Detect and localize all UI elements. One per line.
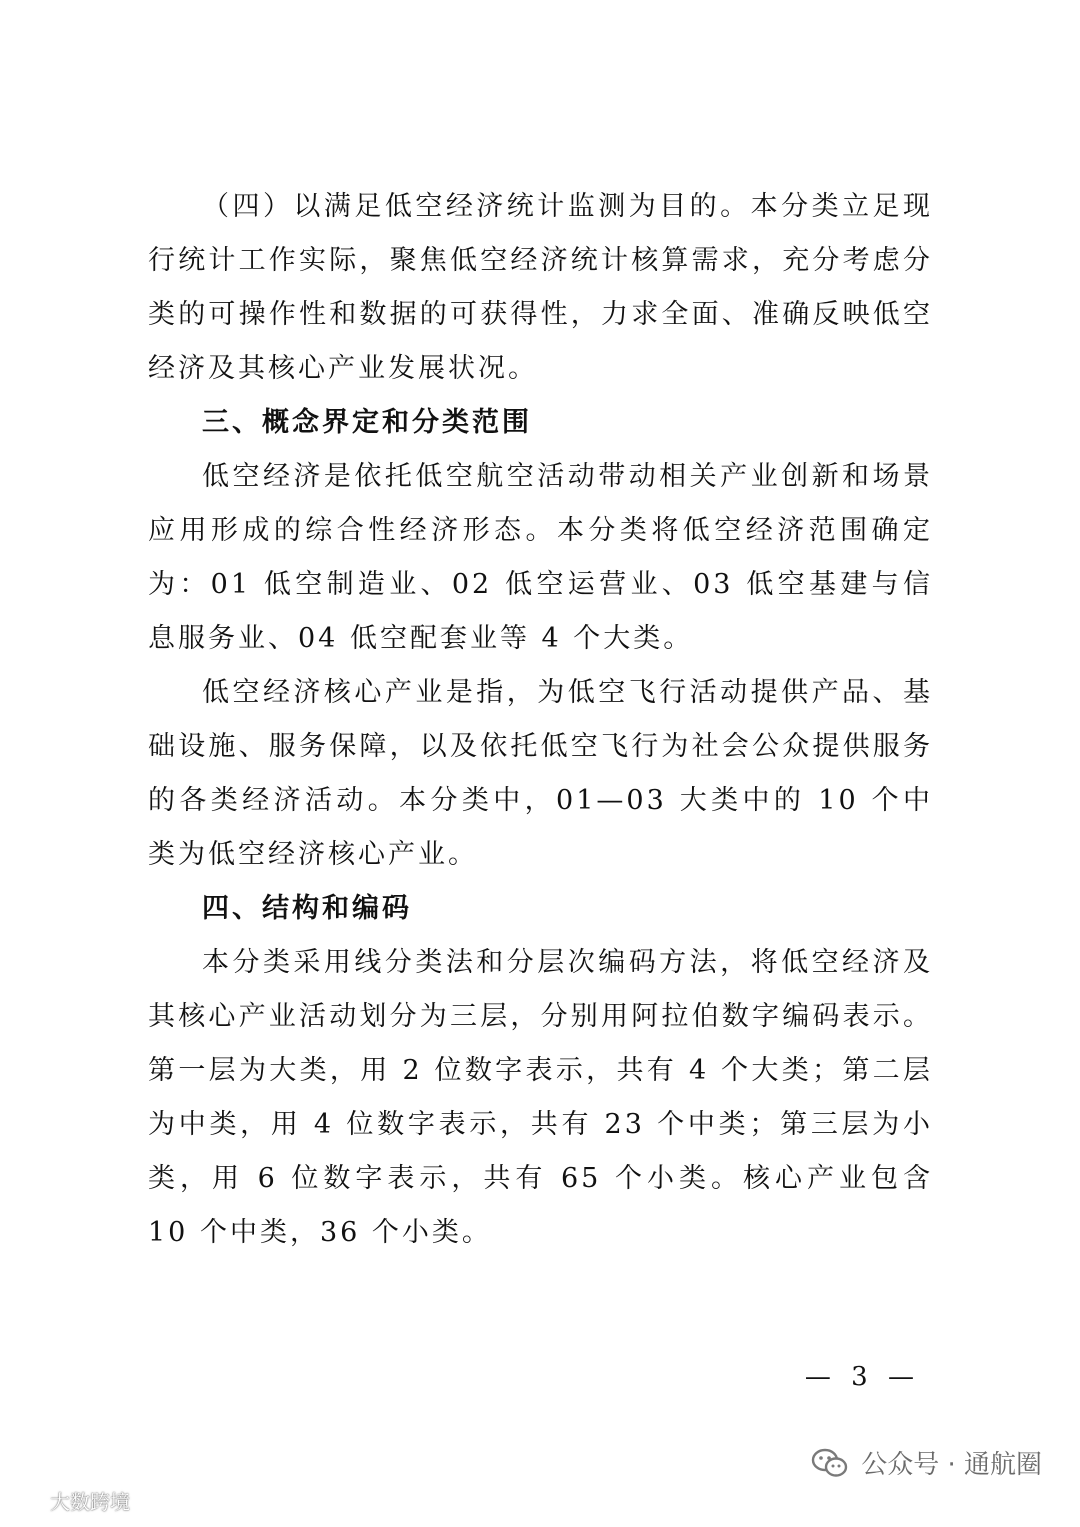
- paragraph-structure-coding: 本分类采用线分类法和分层次编码方法，将低空经济及其核心产业活动划分为三层，分别用阿拉伯数字编码表示。第一层为大类，用 2 位数字表示，共有 4 个大类；第二层为中类，用 4 位数字表示，共有 23 个中类；第三层为小类，用 6 位数字表示，共有 65 个小类。核心产业包含 10 个中类，36 个小类。: [148, 947, 933, 1248]
- brand-watermark: [10, 1486, 130, 1515]
- page-number: — 3 —: [804, 1362, 920, 1392]
- brand-logo-icon: [10, 1490, 44, 1512]
- section-heading-four: 四、结构和编码: [202, 893, 412, 924]
- wechat-icon: [811, 1447, 849, 1479]
- wechat-watermark-text: 公众号 · 通航圈: [861, 1450, 1042, 1480]
- brand-watermark-text: 大数跨境: [50, 1490, 130, 1514]
- document-body: [148, 180, 933, 1260]
- section-heading-three: 三、概念界定和分类范围: [202, 407, 532, 438]
- paragraph-core-industry-definition: 低空经济核心产业是指，为低空飞行活动提供产品、基础设施、服务保障，以及依托低空飞行为社会公众提供服务的各类经济活动。本分类中，01—03 大类中的 10 个中类为低空经济核心产业。: [148, 677, 933, 870]
- paragraph-principle-four: （四）以满足低空经济统计监测为目的。本分类立足现行统计工作实际，聚焦低空经济统计核算需求，充分考虑分类的可操作性和数据的可获得性，力求全面、准确反映低空经济及其核心产业发展状况。: [148, 191, 933, 384]
- wechat-watermark: [811, 1444, 1042, 1481]
- paragraph-low-altitude-definition: 低空经济是依托低空航空活动带动相关产业创新和场景应用形成的综合性经济形态。本分类将低空经济范围确定为：01 低空制造业、02 低空运营业、03 低空基建与信息服务业、04 低空配套业等 4 个大类。: [148, 461, 933, 654]
